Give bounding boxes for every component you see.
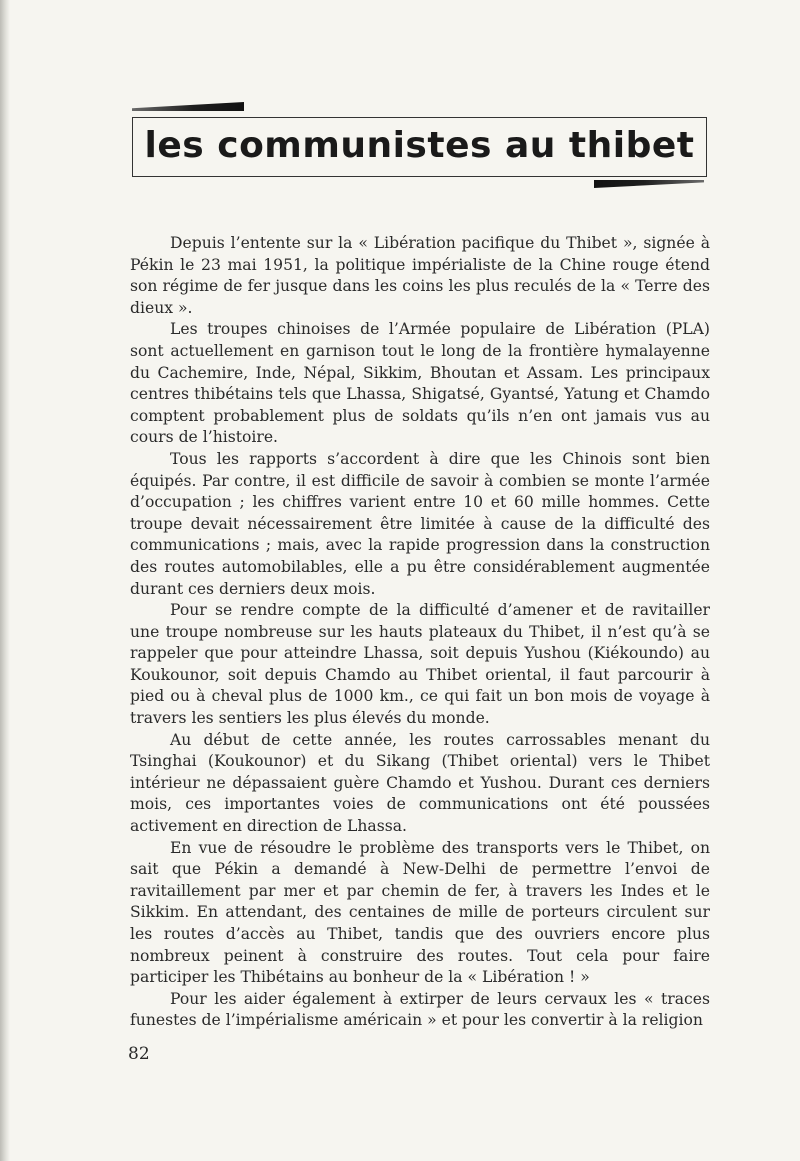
paragraph-1: Depuis l’entente sur la « Libération pacifique du Thibet », signée à Pékin le 23 mai 1951, la politique impérialiste de la Chine rouge étend son régime de fer jusque dans les coins les plus reculés de la « Terre des dieux ». <box>130 234 710 317</box>
paragraph-7: Pour les aider également à extirper de leurs cervaux les « traces funestes de l’impérialisme américain » et pour les convertir à la religion <box>130 989 710 1030</box>
paragraph-5: Au début de cette année, les routes carrossables menant du Tsinghai (Koukounor) et du Sikang (Thibet oriental) vers le Thibet intérieur ne dépassaient guère Chamdo et Yushou. Durant ces derniers mois, ces importantes voies de communications ont été poussées activement en direction de Lhassa. <box>130 730 710 836</box>
page-spine-shadow <box>0 0 10 1161</box>
decorative-bar-bottom <box>594 180 704 188</box>
page-number: 82 <box>128 1044 150 1064</box>
paragraph-3: Tous les rapports s’accordent à dire que les Chinois sont bien équipés. Par contre, il est difficile de savoir à combien se monte l’armée d’occupation ; les chiffres varient entre 10 et 60 mille hommes. Cette troupe devait nécessairement être limitée à cause de la difficulté des communications ; mais, avec la rapide progression dans la construction des routes automobilables, elle a pu être considérablement augmentée durant ces derniers deux mois. <box>130 449 710 598</box>
paragraph-4: Pour se rendre compte de la difficulté d’amener et de ravitailler une troupe nombreuse sur les hauts plateaux du Thibet, il n’est qu’à se rappeler que pour atteindre Lhassa, soit depuis Yushou (Kiékoundo) au Koukounor, soit depuis Chamdo au Thibet oriental, il faut parcourir à pied ou à cheval plus de 1000 km., ce qui fait un bon mois de voyage à travers les sentiers les plus élevés du monde. <box>130 601 710 728</box>
paragraph-6: En vue de résoudre le problème des transports vers le Thibet, on sait que Pékin a demandé à New-Delhi de permettre l’envoi de ravitaillement par mer et par chemin de fer, à travers les Indes et le Sikkim. En attendant, des centaines de mille de porteurs circulent sur les routes d’accès au Thibet, tandis que des ouvriers encore plus nombreux peinent à construire des routes. Tout cela pour faire participer les Thibétains au bonheur de la « Libération ! » <box>130 838 710 987</box>
page-title: les communistes au thibet <box>144 125 695 166</box>
decorative-bar-top <box>132 102 244 111</box>
paragraph-2: Les troupes chinoises de l’Armée populaire de Libération (PLA) sont actuellement en garnison tout le long de la frontière hymalayenne du Cachemire, Inde, Népal, Sikkim, Bhoutan et Assam. Les principaux centres thibétains tels que Lhassa, Shigatsé, Gyantsé, Yatung et Chamdo comptent probablement plus de soldats qu’ils n’en ont jamais vus au cours de l’histoire. <box>130 320 710 447</box>
article-body <box>130 233 710 1032</box>
